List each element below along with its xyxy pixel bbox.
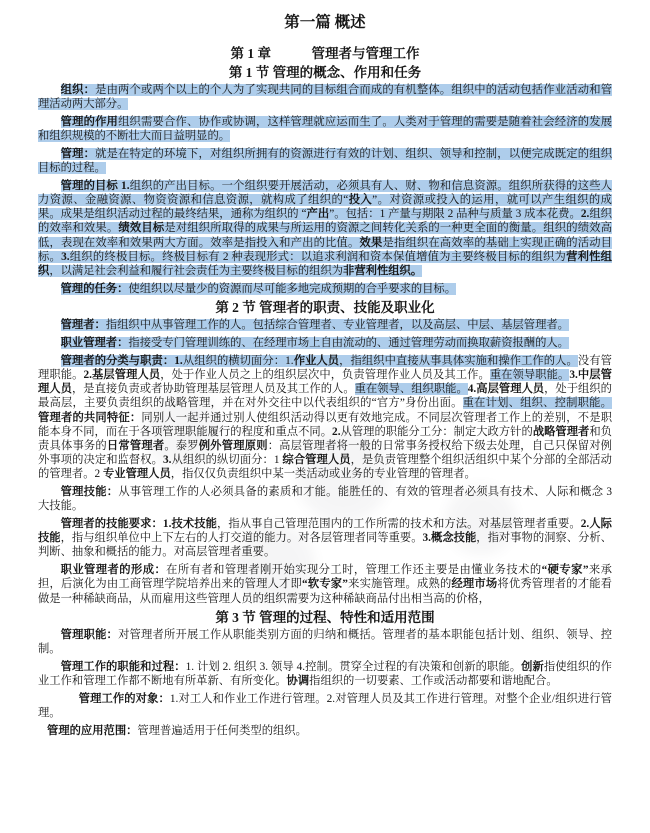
text-run: 3. <box>163 454 172 467</box>
highlighted-text-run: 效果 <box>359 236 383 249</box>
highlighted-text-run: 是指组织在高效率的基础上实现正确的活动目标。 <box>38 236 612 263</box>
text-run: 第 3 节 管理的过程、特性和适用范围 <box>215 610 435 626</box>
text-run: 经理市场 <box>451 578 498 591</box>
text-run: 将优秀管理者的才能看做是一种稀缺商品，从而雇用这些管理人员的组织需要为这种稀缺商品付出相当高的价格， <box>38 578 612 605</box>
text-run: 战略管理者 <box>532 425 590 438</box>
text-run: ，是直接负责或者协助管理基层管理人员及其工作的人。 <box>71 383 355 396</box>
text-run: 来承担，后演化为由工商管理学院培养出来的管理人才即 <box>38 564 612 591</box>
text-run: ，处于组织的最高层，主要负责组织的战略管理，并在对外交往中以代表组织的“官方”身份出面。 <box>38 383 612 410</box>
highlighted-text-run: 就是在特定的环境下，对组织所拥有的资源进行有效的计划、组织、领导和控制，以便完成既定的组织目标的过程。 <box>38 147 612 175</box>
text-run: 日常管理者 <box>106 439 165 452</box>
para-management-goals <box>38 179 612 278</box>
text-run: 在所有者和管理者刚开始实现分工时，管理工作还主要是由懂业务技术的 <box>166 564 542 577</box>
text-run: 中层管理人员 <box>38 368 612 396</box>
text-run: 管理普遍适用于任何类型的组织。 <box>137 724 307 737</box>
chapter-1-heading <box>38 45 612 62</box>
highlighted-text-run: 管理的任务： <box>60 282 129 295</box>
text-run: 从事管理工作的人必须具备的素质和才能。能胜任的、有效的管理者必须具有技术、人际和概念 3 大技能。 <box>38 486 612 513</box>
text-run: 管理技能： <box>60 486 119 499</box>
text-run: ：高层管理者将一般的日常事务授权给下级去处理，自己只保留对例外事项的决定和监督权。 <box>38 439 612 467</box>
highlighted-text-run: 2. <box>580 208 590 221</box>
para-management-task <box>38 282 612 296</box>
highlighted-text-run: 职业管理者： <box>60 337 129 350</box>
text-run: 3.概念技能 <box>422 532 477 545</box>
text-run: 对管理者所开展工作从职能类别方面的归纳和概括。管理者的基本职能包括计划、组织、领导、控制。 <box>38 629 612 656</box>
text-run: ，是负责管理整个组织活组织中某个分部的全部活动的管理者。2 <box>38 454 612 481</box>
highlighted-text-run: 1. <box>174 354 183 367</box>
highlighted-text-run: ”。对资源或投入的运用，就可以产生组织的成果。成果是组织活动过程的最终结果，通称为组织的 “ <box>38 193 612 221</box>
para-organization <box>38 83 612 111</box>
text-run: 管理者的共同特征： <box>38 411 142 424</box>
text-run: ，指对事物的洞察、分析、判断、抽象和概括的能力。对高层管理者重要。 <box>38 532 612 559</box>
text-run: 管理的应用范围： <box>47 724 138 737</box>
text-run: 1.对工人和作业工作进行管理。2.对管理人员及其工作进行管理。对整个企业/组织进行管理。 <box>38 693 612 720</box>
highlighted-text-run: 营利性组织 <box>38 250 612 277</box>
text-run: 1. 计划 2. 组织 3. 领导 4.控制。贯穿全过程的有决策和创新的职能。 <box>185 661 522 674</box>
highlighted-text-run: 管理： <box>60 147 96 160</box>
highlighted-text-run: ，指组织中直接从事具体实施和操作工作的人。 <box>339 354 578 367</box>
text-run: 3. <box>569 368 578 381</box>
text-run: 管理工作的职能和过程： <box>60 661 186 674</box>
highlighted-text-run: 重在计划、组织、控制职能。 <box>462 397 612 410</box>
highlighted-text-run: 使组织以尽量少的资源而尽可能多地完成预期的合乎要求的目标。 <box>128 282 457 295</box>
text-run: 来实施管理。成熟的 <box>347 578 452 591</box>
highlighted-text-run: 非营利性组织。 <box>343 264 423 277</box>
text-run: 从管理的职能分工分：制定大政方针的 <box>340 425 533 438</box>
text-run: 管理职能： <box>60 629 119 642</box>
text-run: 创新 <box>521 661 544 674</box>
highlighted-text-run: 3. <box>61 250 70 263</box>
text-run: “硬专家” <box>541 564 589 577</box>
highlighted-text-run: 投入 <box>348 193 373 206</box>
section-3-heading <box>38 609 612 626</box>
text-run: ，指从事自己管理范围内的工作所需的技术和方法。对基层管理者重要。 <box>216 517 581 530</box>
text-run: 。泰罗 <box>164 439 199 452</box>
para-manager <box>38 318 612 332</box>
text-run: 协调 <box>286 675 310 688</box>
text-run: 高层管理人员 <box>476 383 545 396</box>
highlighted-text-run: 组织的终极目标。终极目标有 2 种表现形式：以追求利润和资本保值增值为主要终极目标的组织为 <box>69 250 567 263</box>
section-2-heading <box>38 299 612 316</box>
para-management-definition <box>38 147 612 175</box>
text-run: 管理者的技能要求： <box>60 517 163 530</box>
highlighted-text-run: 组织的产出目标。一个组织要开展活动，必须具有人、财、物和信息资源。组织所获得的这些人力资源、金融资源、物资资源和信息资源，就构成了组织的“ <box>38 179 612 206</box>
highlighted-text-run: 产出 <box>306 208 330 221</box>
para-function-process <box>38 660 612 688</box>
highlighted-text-run: 组织： <box>60 84 96 96</box>
highlighted-text-run: 从组织的横切面分：1. <box>182 354 294 367</box>
highlighted-text-run: 指接受专门管理训练的、在经理市场上自由流动的、通过管理劳动而换取薪资报酬的人。 <box>128 337 569 350</box>
highlighted-text-run: 绩效目标 <box>118 222 165 235</box>
highlighted-text-run: ”。包括：1 产量与期限 2 品种与质量 3 成本花费。 <box>329 208 581 221</box>
highlighted-text-run: 重在领导、组织职能。 <box>354 383 468 396</box>
text-run: 第 1 章 管理者与管理工作 <box>230 46 420 61</box>
text-run: ，指与组织单位中上下左右的人打交道的能力。对各层管理者同等重要。 <box>60 532 423 545</box>
highlighted-text-run: 重在领导职能。 <box>489 368 570 381</box>
text-run: ，指仅仅负责组织中某一类活动或业务的专业管理的管理者。 <box>170 468 476 481</box>
text-run: 从组织的纵切面分：1 <box>171 454 283 467</box>
para-management-objects <box>38 692 612 720</box>
part-title: 第一篇 概述 <box>284 14 366 31</box>
text-run: 和负责具体事务的 <box>38 425 612 452</box>
highlighted-text-run: 作业人员 <box>293 354 340 367</box>
text-run: 指组织的一切要素、工作或活动都要和谐地配合。 <box>309 675 558 688</box>
highlighted-text-run: 组织需要合作、协作或协调，这样管理就应运而生了。人类对于管理的需要是随着社会经济的发展和组织规模的不断壮大而日益明显的。 <box>38 115 612 143</box>
highlighted-text-run: 组织的效率和效果。 <box>38 208 612 235</box>
highlighted-text-run: ，以满足社会利益和履行社会责任为主要终极目标的组织为 <box>49 264 344 277</box>
text-run: 4. <box>467 383 477 396</box>
section-1-heading <box>38 64 612 81</box>
para-management-functions <box>38 628 612 656</box>
highlighted-text-run: 管理的目标 1. <box>60 179 130 192</box>
para-management-role <box>38 115 612 143</box>
text-run: 综合管理人员 <box>282 454 351 467</box>
text-run: 同别人一起并通过别人使组织活动得以更有效地完成。不同层次管理者工作上的差别，不是职能本身不同，而在于各项管理职能履行的程度和重点不同。 <box>38 411 612 438</box>
para-management-skills <box>38 485 612 513</box>
text-run: 2.人际技能 <box>38 517 612 545</box>
para-manager-classification <box>38 354 612 482</box>
text-run: 职业管理者的形成： <box>60 564 167 577</box>
text-run: 第 1 节 管理的概念、作用和任务 <box>228 65 422 80</box>
para-professional-manager-formation <box>38 563 612 606</box>
text-run: 没有管理职能。 <box>38 354 612 381</box>
para-application-scope <box>38 724 612 738</box>
text-run: 专业管理人员 <box>102 468 171 481</box>
text-run: ，处于作业人员之上的组织层次中，负责管理作业人员及其工作。 <box>160 368 490 381</box>
text-run: 2. <box>332 425 341 438</box>
para-skill-requirements <box>38 517 612 560</box>
highlighted-text-run: 指组织中从事管理工作的人。包括综合管理者、专业管理者，以及高层、中层、基层管理者。 <box>105 319 569 332</box>
highlighted-text-run: 是对组织所取得的成果与所运用的资源之间转化关系的一种更全面的衡量。组织的绩效高低，表现在效率和效果两大方面。效率是指投入和产出的比值。 <box>38 222 612 249</box>
highlighted-text-run: 管理的作用 <box>60 115 119 128</box>
highlighted-text-run: 管理者： <box>60 319 106 332</box>
text-run: 指使组织的作业工作和管理工作都不断地有所革新、有所变化。 <box>38 661 612 688</box>
para-professional-manager <box>38 336 612 350</box>
text-run: 例外管理原则 <box>198 439 268 452</box>
text-run: 基层管理人员 <box>91 368 161 381</box>
text-run: “软专家” <box>302 578 348 591</box>
highlighted-text-run: 管理者的分类与职责： <box>60 354 175 367</box>
text-run: 1.技术技能 <box>162 517 217 530</box>
text-run: 管理工作的对象： <box>78 693 170 706</box>
text-run: 第 2 节 管理者的职责、技能及职业化 <box>215 300 435 316</box>
highlighted-text-run: 是由两个或两个以上的个人为了实现共同的目标组合而成的有机整体。组织中的活动包括作业活动和管理活动两大部分。 <box>38 84 612 111</box>
document-blocks <box>38 45 612 738</box>
text-run: 2. <box>83 368 92 381</box>
